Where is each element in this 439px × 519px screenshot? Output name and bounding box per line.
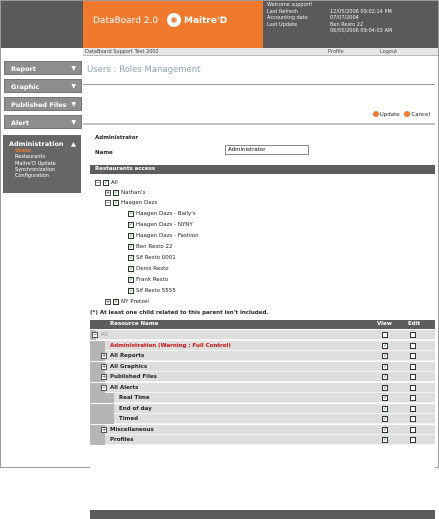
edit-checkbox[interactable] — [410, 343, 416, 349]
info-label — [267, 28, 330, 35]
table-row — [90, 404, 435, 414]
table-row — [90, 372, 435, 382]
tree-node-child — [128, 276, 168, 284]
tree-node-child — [128, 221, 193, 229]
table-row — [90, 330, 435, 340]
info-label: Accounting date — [267, 15, 308, 22]
resource-name: Profiles — [110, 437, 134, 443]
sidebar-item-label: Published Files — [11, 101, 67, 109]
sidebar-item-label: Graphic — [11, 83, 40, 91]
checkbox[interactable]: ✓ — [129, 277, 134, 283]
view-checkbox[interactable]: ✓ — [383, 342, 388, 349]
resource-name: Miscellaneous — [110, 426, 154, 433]
expand-icon[interactable]: + — [102, 426, 107, 433]
brand-name: Maitre'D — [184, 16, 228, 26]
edit-checkbox[interactable] — [410, 416, 416, 422]
tree-label: Haagen Dazs - Fashion — [136, 233, 199, 239]
tree-node-child — [128, 265, 169, 273]
sidebar-subitem-maitred-update[interactable]: Maitre'D Update — [15, 160, 56, 167]
expand-icon[interactable]: + — [102, 353, 107, 359]
info-value: 12/05/2006 09:02:14 PM — [330, 8, 392, 15]
info-value: Ben Resto 22 — [330, 21, 364, 28]
tree-node-child — [128, 243, 172, 251]
resource-table — [90, 320, 435, 519]
checkbox[interactable]: ✓ — [129, 233, 134, 239]
tree-label: Sif Resto 0001 — [136, 255, 176, 261]
sidebar-subitem-users[interactable]: Users — [15, 148, 31, 154]
edit-checkbox[interactable] — [410, 332, 416, 338]
table-footer — [90, 510, 435, 519]
chevron-down-icon: ▼ — [71, 65, 76, 72]
tree-node-child — [128, 254, 176, 262]
view-checkbox[interactable]: ✓ — [383, 374, 388, 380]
checkbox[interactable]: ✓ — [129, 255, 134, 261]
name-label: Name — [95, 150, 113, 156]
edit-checkbox[interactable] — [410, 364, 416, 370]
sidebar-subitem-configuration[interactable]: Configuration — [15, 173, 49, 180]
resource-name: All Alerts — [110, 384, 139, 391]
edit-checkbox[interactable] — [410, 437, 416, 443]
tree-node-all — [95, 179, 118, 187]
page-title: Users : Roles Management — [87, 65, 201, 75]
update-icon — [373, 111, 379, 117]
row-indent — [90, 435, 105, 445]
tree-node-ny-pretzel — [105, 298, 149, 306]
col-resource-name: Resource Name — [110, 321, 159, 327]
chevron-up-icon: ▲ — [71, 140, 76, 148]
checkbox[interactable]: ✓ — [114, 190, 119, 196]
tree-node-nathans — [105, 189, 145, 197]
checkbox[interactable]: ✓ — [104, 180, 109, 186]
chef-hat-icon: ◉ — [167, 13, 181, 27]
view-checkbox[interactable]: ✓ — [383, 384, 388, 391]
sidebar-item-published-files[interactable] — [4, 97, 82, 111]
chevron-down-icon: ▼ — [71, 83, 76, 90]
tree-label: Haagen Dazs — [121, 200, 158, 206]
table-row — [90, 435, 435, 445]
edit-checkbox[interactable] — [410, 395, 416, 401]
section-title: Administrator — [95, 135, 139, 141]
edit-checkbox[interactable] — [410, 427, 416, 433]
sidebar-item-administration[interactable] — [3, 135, 81, 193]
update-label: Update — [379, 112, 400, 118]
checkbox[interactable]: ✓ — [129, 288, 134, 294]
view-checkbox[interactable]: ✓ — [383, 426, 388, 433]
sidebar-subitem-restaurants[interactable]: Restaurants — [15, 154, 45, 161]
view-checkbox[interactable]: ✓ — [383, 416, 388, 422]
view-checkbox[interactable]: ✓ — [383, 353, 388, 359]
expand-icon[interactable]: + — [106, 190, 111, 196]
row-indent — [90, 414, 114, 424]
collapse-icon[interactable]: − — [93, 332, 98, 338]
tree-node-child — [128, 287, 176, 295]
sidebar-item-report[interactable] — [4, 61, 82, 75]
tree-node-child — [128, 210, 196, 218]
expand-icon[interactable]: + — [102, 374, 107, 380]
sidebar — [1, 48, 82, 467]
tree-label: NY Pretzel — [121, 299, 149, 305]
cancel-label: Cancel — [411, 112, 430, 118]
resource-name: Real Time — [119, 395, 150, 401]
collapse-icon[interactable]: − — [96, 180, 101, 186]
tree-label: Haagen Dazs - Bally's — [136, 211, 196, 217]
table-row — [90, 393, 435, 403]
view-checkbox[interactable]: ✓ — [383, 363, 388, 370]
resource-name: End of day — [119, 405, 152, 412]
col-view: View — [377, 321, 392, 327]
sidebar-item-label: Alert — [11, 119, 29, 127]
view-checkbox[interactable]: ✓ — [383, 395, 388, 401]
tree-label: All — [111, 180, 118, 186]
main-content — [83, 57, 438, 467]
restaurants-access-header: Restaurants access — [90, 165, 435, 174]
top-nav-bar — [83, 48, 438, 56]
logout-link[interactable]: Logout — [380, 49, 398, 55]
sidebar-item-label: Administration — [9, 140, 64, 148]
profile-link[interactable]: Profile — [328, 49, 344, 55]
view-checkbox[interactable]: ✓ — [383, 405, 388, 412]
header-info — [267, 2, 437, 46]
edit-checkbox[interactable] — [410, 406, 416, 412]
info-value: 06/05/2006 09:04:03 AM — [330, 28, 393, 35]
table-row — [90, 383, 435, 393]
info-label: Last Refresh — [267, 8, 298, 15]
tree-label: Denis Resto — [136, 266, 169, 272]
table-row — [90, 425, 435, 435]
table-row — [90, 351, 435, 361]
expand-icon[interactable]: + — [102, 363, 107, 370]
chevron-down-icon: ▼ — [71, 119, 76, 126]
checkbox[interactable]: ✓ — [129, 266, 134, 272]
brand-block — [83, 1, 263, 48]
table-row — [90, 414, 435, 424]
row-indent — [90, 404, 114, 414]
tree-node-haagen-dazs — [105, 199, 157, 207]
edit-checkbox[interactable] — [410, 385, 416, 391]
tree-label: Sif Resto 5555 — [136, 288, 176, 294]
sidebar-item-label: Report — [11, 65, 36, 73]
sidebar-item-graphic[interactable] — [4, 79, 82, 93]
resource-name: All Graphics — [110, 363, 148, 370]
sidebar-item-alert[interactable] — [4, 115, 82, 129]
tree-label: Ben Resto 22 — [136, 244, 173, 250]
cancel-icon — [404, 111, 410, 117]
tree-label: Haagen Dazs - NYNY — [136, 222, 193, 228]
row-indent — [90, 341, 105, 351]
resource-name: All Reports — [110, 353, 145, 359]
info-label: Last Update — [267, 21, 298, 28]
row-indent — [90, 393, 114, 403]
chevron-down-icon: ▼ — [71, 101, 76, 108]
edit-checkbox[interactable] — [410, 374, 416, 380]
site-name: DataBoard Support Test 2002 — [85, 49, 159, 55]
col-edit: Edit — [408, 321, 421, 327]
note-text: (*) At least one child related to this parent isn't included. — [90, 310, 269, 316]
resource-name: Timed — [119, 416, 139, 422]
tree-label: Frank Resto — [136, 277, 169, 283]
update-button[interactable] — [370, 112, 400, 118]
expand-icon[interactable]: + — [106, 299, 111, 305]
checkbox[interactable]: ✓ — [114, 200, 119, 206]
sidebar-subitem-synchronization[interactable]: Synchronization — [15, 166, 56, 173]
table-row — [90, 341, 435, 351]
cancel-button[interactable] — [401, 112, 430, 118]
app-name: DataBoard 2.0 — [93, 16, 159, 26]
name-field[interactable] — [225, 145, 309, 155]
info-value: 07/07/2004 — [330, 15, 359, 22]
table-row — [90, 362, 435, 372]
resource-name: Administration (Warning : Full Control) — [110, 342, 231, 349]
checkbox[interactable]: ✓ — [114, 299, 119, 305]
table-header — [90, 320, 435, 329]
collapse-icon[interactable]: − — [102, 384, 107, 391]
tree-label: Nathan's — [121, 190, 146, 196]
collapse-icon[interactable]: − — [106, 200, 111, 206]
resource-name: All — [101, 332, 108, 338]
edit-checkbox[interactable] — [410, 353, 416, 359]
divider — [83, 84, 435, 85]
view-checkbox[interactable] — [382, 332, 388, 338]
view-checkbox[interactable]: ✓ — [383, 437, 388, 443]
welcome-text: Welcome support! — [267, 2, 313, 8]
checkbox[interactable]: ✓ — [129, 222, 134, 228]
checkbox[interactable]: ✓ — [129, 244, 134, 250]
action-bar — [370, 111, 430, 118]
checkbox[interactable]: ✓ — [129, 211, 134, 217]
resource-name: Published Files — [110, 374, 157, 380]
divider — [83, 123, 435, 125]
tree-node-child — [128, 232, 199, 240]
